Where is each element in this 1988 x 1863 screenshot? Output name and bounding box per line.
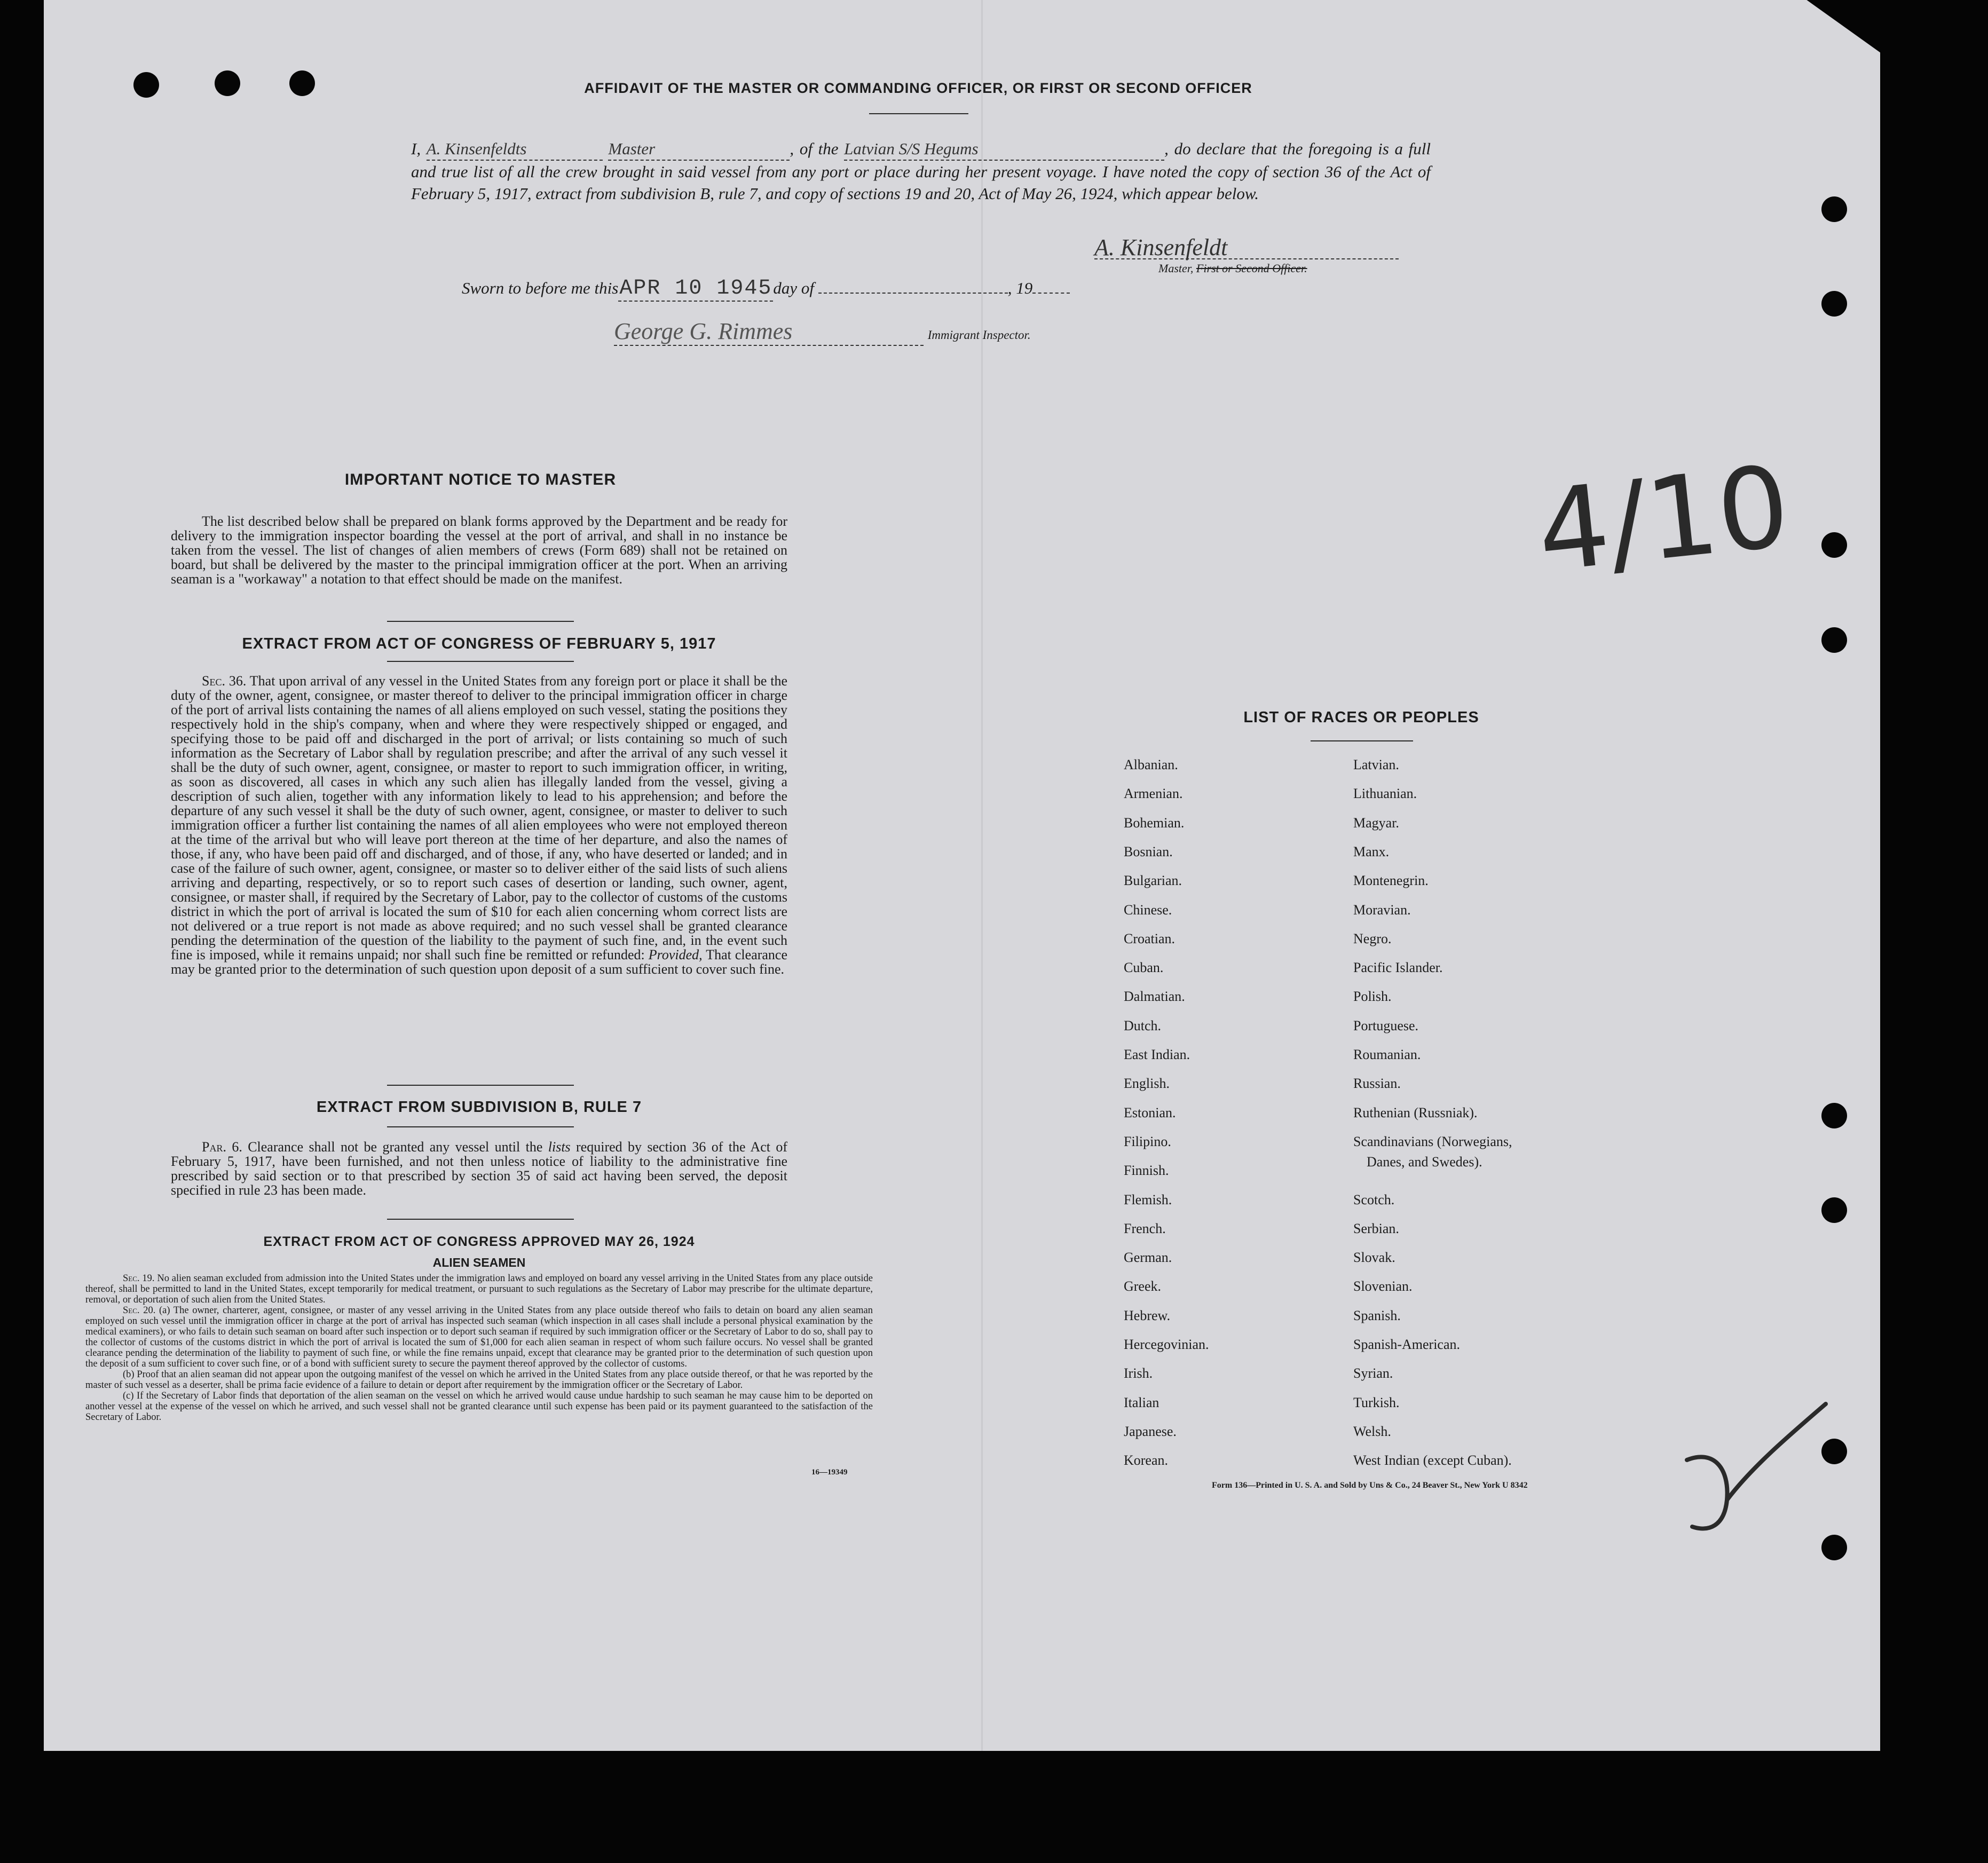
rule7-title: EXTRACT FROM SUBDIVISION B, RULE 7 — [316, 1099, 642, 1116]
punch-hole — [1821, 196, 1847, 222]
vessel-name: Latvian S/S Hegums — [844, 138, 1164, 161]
race-item: Armenian. — [1124, 786, 1183, 802]
extract-1924-title: EXTRACT FROM ACT OF CONGRESS APPROVED MAY 26, 1924 — [263, 1234, 695, 1249]
race-item: Bosnian. — [1124, 843, 1173, 859]
race-item: Hercegovinian. — [1124, 1337, 1209, 1352]
race-item: French. — [1124, 1220, 1166, 1236]
sec20c-text: (c) If the Secretary of Labor finds that deportation of the alien seaman on the vessel on which he arrived would cause undue hardship to such seaman he may cause him to be deported on another vessel at the expense of the vessel on which he arrived, and such vessel shall not be granted clearance until such expense has been paid or its payment guaranteed to the satisfaction of the Secretary of Labor. — [85, 1391, 873, 1423]
race-item: Slovak. — [1353, 1250, 1395, 1266]
sec20a-text: (a) The owner, charterer, agent, consignee, or master of any vessel arriving in the United States from any place outside thereof who fails to detain on board any alien seaman employed on such vessel until the immigration officer in charge at the port of arrival has inspected such seaman (which inspection in all cases shall include a personal physical examination by the medical examiners), or who fails to detain such seaman on board after such inspection or to deport such seaman if required by such immigration officer or the Secretary of Labor to do so, shall pay to the collector of customs of the customs district in which the port of arrival is located the sum of $1,000 for each alien seaman in respect of whom such failure occurs. No vessel shall be granted clearance pending the determination of the liability to payment of such fine, or while the fine remains unpaid, except that clearance may be granted prior to the determination of such question upon the deposit of a sum sufficient to cover such fine, or of a bond with sufficient surety to secure the payment thereof approved by the collector of customs. — [85, 1305, 873, 1369]
signature-caption-struck: First or Second Officer. — [1196, 262, 1307, 275]
of-the-label: , of the — [790, 139, 839, 158]
affidavit-title: AFFIDAVIT OF THE MASTER OR COMMANDING OFFICER, OR FIRST OR SECOND OFFICER — [584, 80, 1252, 96]
sec36-provided: Provided, — [648, 947, 703, 962]
race-item: Finnish. — [1124, 1163, 1169, 1179]
punch-hole — [1821, 1103, 1847, 1128]
title-rule — [869, 113, 968, 114]
extract-1924-subtitle: ALIEN SEAMEN — [432, 1256, 526, 1269]
race-item: Croatian. — [1124, 930, 1176, 946]
notice-body: The list described below shall be prepared on blank forms approved by the Department and be ready for delivery to the immigration inspector boarding the vessel at the port of arrival, and shall in no instance be taken from the vessel. The list of changes of alien members of crews (Form 689) shall not be retained on board, but shall be delivered by the master to the principal immigration officer at the port. When an arriving seaman is a "workaway" a notation to that effect should be made on the manifest. — [171, 514, 787, 587]
race-item: Hebrew. — [1124, 1307, 1171, 1323]
punch-hole — [1821, 532, 1847, 558]
races-title-rule — [1311, 740, 1413, 741]
master-name: A. Kinsenfeldts — [427, 138, 603, 161]
sec20-label: Sec. 20. — [123, 1305, 156, 1316]
sworn-line — [462, 277, 1070, 302]
race-item: Latvian. — [1353, 757, 1399, 772]
section-rule — [387, 1219, 574, 1220]
sec19-text: No alien seaman excluded from admission into the United States under the immigration laws and employed on board any vessel arriving in the United States from any place outside thereof, shall be permitted to land in the United States, except temporarily for medical treatment, or pursuant to such regulations as the Secretary of Labor may prescribe for the ultimate departure, removal, or deportation of such alien from the United States. — [85, 1273, 873, 1305]
race-item: Dutch. — [1124, 1017, 1162, 1033]
par6-body-b: required by section 36 of the Act of February 5, 1917, have been furnished, and not then unless notice of liability to the administrative fine prescribed by said section or to that prescribed by section 35 of said act having been served, the deposit specified in rule 23 has been made. — [171, 1139, 788, 1198]
race-item: Cuban. — [1124, 960, 1164, 976]
signature-caption-master: Master, — [1158, 262, 1196, 275]
race-item: Japanese. — [1124, 1423, 1177, 1439]
punch-hole — [215, 70, 240, 96]
race-item: Pacific Islander. — [1353, 960, 1443, 976]
inspector-line — [614, 318, 1031, 346]
section-rule — [387, 661, 574, 662]
punch-hole — [133, 72, 159, 98]
race-item: Ruthenian (Russniak). — [1353, 1104, 1478, 1120]
race-item: Bohemian. — [1124, 815, 1185, 831]
race-item: Chinese. — [1124, 902, 1172, 918]
race-item: East Indian. — [1124, 1047, 1190, 1062]
race-item: Estonian. — [1124, 1104, 1176, 1120]
punch-hole — [1821, 291, 1847, 317]
race-item: Moravian. — [1353, 902, 1411, 918]
page-fold — [981, 0, 983, 1751]
race-item: Scotch. — [1353, 1191, 1395, 1207]
sec20b-text: (b) Proof that an alien seaman did not appear upon the outgoing manifest of the vessel on which he arrived in the United States from any place outside thereof, or that he was reported by the master of such vessel as a deserter, shall be prima facie evidence of a failure to detain or deport after requirement by the immigration officer or the Secretary of Labor. — [85, 1369, 873, 1391]
inspector-label: Immigrant Inspector. — [927, 328, 1031, 342]
race-item: Korean. — [1124, 1452, 1169, 1469]
race-item: Filipino. — [1124, 1133, 1171, 1149]
par6-label: Par. 6. — [202, 1139, 242, 1155]
form-footer: Form 136—Printed in U. S. A. and Sold by Uns & Co., 24 Beaver St., New York U 8342 — [1212, 1481, 1528, 1490]
inspector-signature: George G. Rimmes — [614, 318, 924, 346]
affidavit-declaration — [411, 138, 1431, 204]
race-item: Flemish. — [1124, 1191, 1172, 1207]
sec19-label: Sec. 19. — [123, 1273, 155, 1284]
declaration-i: I, — [411, 139, 421, 158]
notice-text — [171, 514, 787, 586]
date-stamp: APR 10 1945 — [619, 277, 772, 301]
day-of-label: day of — [773, 279, 814, 297]
par6-lists: lists — [548, 1139, 571, 1155]
notice-title: IMPORTANT NOTICE TO MASTER — [344, 471, 617, 488]
section-rule — [387, 1126, 574, 1127]
extract-1917-title: EXTRACT FROM ACT OF CONGRESS OF FEBRUARY 5, 1917 — [242, 635, 716, 652]
extract-1924-text — [85, 1273, 873, 1423]
punch-hole — [1821, 627, 1847, 653]
punch-hole — [289, 70, 315, 96]
race-item: Slovenian. — [1353, 1278, 1413, 1294]
race-item: English. — [1124, 1076, 1170, 1092]
race-item: Italian — [1124, 1394, 1159, 1410]
race-item: Turkish. — [1353, 1394, 1400, 1410]
race-item: Russian. — [1353, 1076, 1401, 1092]
master-rank: Master — [608, 138, 790, 161]
signature-caption — [1158, 262, 1307, 275]
master-signature: A. Kinsenfeldt — [1094, 234, 1228, 260]
handwritten-fraction: 4/10 — [1531, 441, 1796, 597]
sworn-label: Sworn to before me this — [462, 279, 619, 297]
section-rule — [387, 621, 574, 622]
race-item: Spanish. — [1353, 1307, 1401, 1323]
race-item: Magyar. — [1353, 815, 1399, 831]
handwritten-checkmark — [1676, 1399, 1836, 1559]
sec36-body: That upon arrival of any vessel in the United States from any foreign port or place it shall be the duty of the owner, agent, consignee, or master thereof to deliver to the principal immigration officer in charge of the port of arrival lists containing the names of all aliens employed on such vessel, stating the positions they respectively hold in the ship's company, when and where they were respectively shipped or engaged, and specifying those to be paid off and discharged in the port of arrival; or lists containing so much of such information as the Secretary of Labor shall by regulation prescribe; and after the arrival of any such vessel it shall be the duty of such owner, agent, consignee, or master to report to such immigration officer, in writing, as soon as discovered, all cases in which any such alien has illegally landed from the vessel, giving a description of such alien, together with any information likely to lead to his apprehension; and before the departure of any such vessel it shall be the duty of such owner, agent, consignee, or master to deliver to such immigration officer a further list containing the names of all alien employees who were not employed thereon at the time of the arrival but who will leave port thereon at the time of her departure, and also the names of those, if any, who have been paid off and discharged, and of those, if any, who have deserted or landed; and in case of the failure of such owner, agent, consignee, or master so to deliver either of the said lists of such aliens arriving and departing, respectively, or so to report such cases of desertion or landing, such owner, agent, consignee, or master shall, if required by the Secretary of Labor, pay to the collector of customs of the customs district in which the port of arrival is located the sum of $10 for each alien concerning whom correct lists are not delivered or a true report is not made as above required; and no such vessel shall be granted clearance pending the determination of the question of the liability to the payment of such fine, and, in the event such fine is imposed, while it remains unpaid; nor shall such fine be remitted or refunded: — [171, 673, 788, 962]
race-item: Portuguese. — [1353, 1017, 1419, 1033]
race-item: Irish. — [1124, 1365, 1153, 1382]
races-title: LIST OF RACES OR PEOPLES — [1243, 709, 1479, 726]
extract-1917-text — [171, 674, 787, 976]
race-item: Montenegrin. — [1353, 873, 1429, 889]
race-item: German. — [1124, 1250, 1172, 1266]
par6-body-a: Clearance shall not be granted any vessel until the — [248, 1139, 543, 1155]
race-item: Polish. — [1353, 989, 1392, 1005]
race-item: Greek. — [1124, 1278, 1162, 1294]
race-item: Welsh. — [1353, 1423, 1391, 1439]
rule7-text — [171, 1140, 787, 1197]
sec36-end: That clearance may be granted prior to the determination of such question upon deposit of a sum sufficient to cover such fine. — [171, 947, 788, 977]
year-label: , 19 — [1007, 279, 1033, 297]
race-item: West Indian (except Cuban). — [1353, 1452, 1512, 1469]
race-item: Negro. — [1353, 930, 1392, 946]
race-item: Scandinavians (Norwegians, — [1353, 1133, 1512, 1149]
sec36-label: Sec. 36. — [202, 673, 247, 689]
race-item: Serbian. — [1353, 1220, 1399, 1236]
signature-line — [1094, 258, 1399, 259]
race-item: Roumanian. — [1353, 1047, 1421, 1062]
declaration-text: , do declare that the foregoing is a full and true list of all the crew brought in said vessel from any port or place during her present voyage. I have noted the copy of section 36 of the Act of February 5, 1917, extract from subdivision B, rule 7, and copy of sections 19 and 20, Act of May 26, 1924, which appear below. — [411, 139, 1431, 203]
race-item: Dalmatian. — [1124, 989, 1185, 1005]
race-item: Lithuanian. — [1353, 786, 1417, 802]
form-number-left: 16—19349 — [811, 1468, 848, 1477]
race-item: Spanish-American. — [1353, 1337, 1461, 1352]
section-rule — [387, 1085, 574, 1086]
race-item: Syrian. — [1353, 1365, 1393, 1382]
race-item: Bulgarian. — [1124, 873, 1182, 889]
race-item: Manx. — [1353, 843, 1390, 859]
race-item-cont: Danes, and Swedes). — [1367, 1154, 1482, 1170]
punch-hole — [1821, 1197, 1847, 1223]
race-item: Albanian. — [1124, 757, 1178, 772]
